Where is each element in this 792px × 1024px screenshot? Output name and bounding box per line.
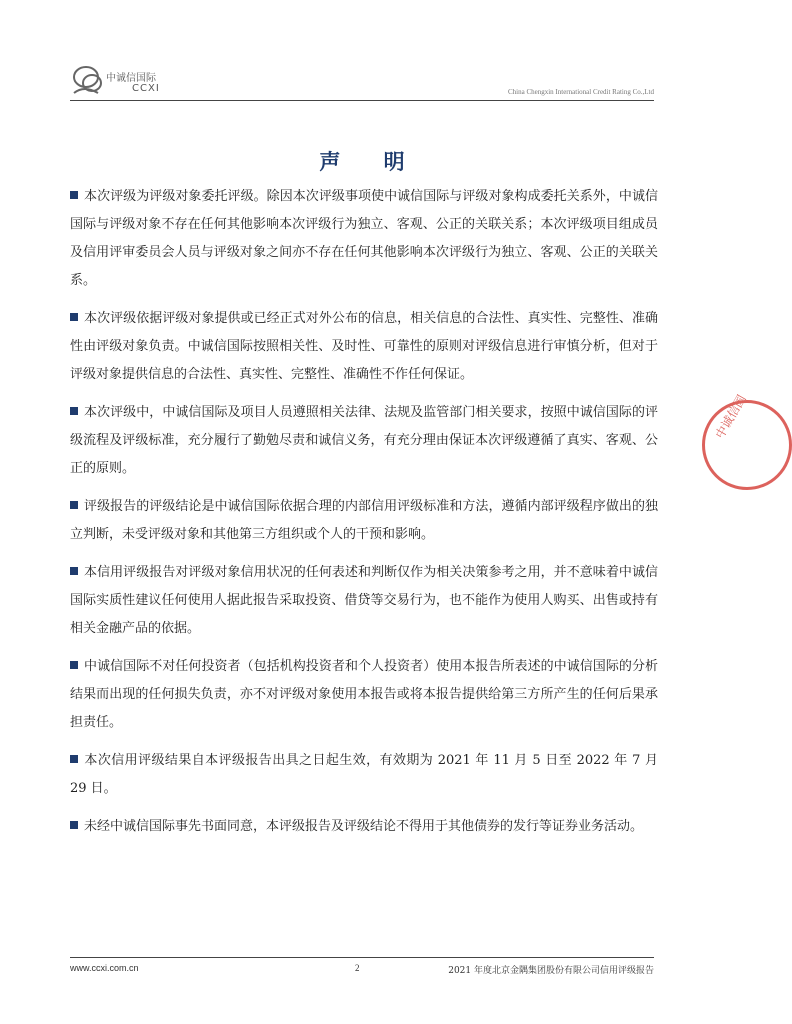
square-bullet-icon xyxy=(70,755,78,763)
ccxi-logo-icon xyxy=(70,63,110,101)
paragraph-text: 本信用评级报告对评级对象信用状况的任何表述和判断仅作为相关决策参考之用，并不意味着中诚信国际实质性建议任何使用人据此报告采取投资、借贷等交易行为，也不能作为使用人购买、出售或持有相关金融产品的依据。 xyxy=(70,565,658,636)
declaration-paragraph xyxy=(70,653,658,737)
footer-report-title: 2021 年度北京金隅集团股份有限公司信用评级报告 xyxy=(448,966,654,976)
paragraph-text: 本次评级依据评级对象提供或已经正式对外公布的信息，相关信息的合法性、真实性、完整性、准确性由评级对象负责。中诚信国际按照相关性、及时性、可靠性的原则对评级信息进行审慎分析，但对于评级对象提供信息的合法性、真实性、完整性、准确性不作任何保证。 xyxy=(70,311,658,382)
paragraph-text: 中诚信国际不对任何投资者（包括机构投资者和个人投资者）使用本报告所表述的中诚信国际的分析结果而出现的任何损失负责，亦不对评级对象使用本报告或将本报告提供给第三方所产生的任何后果承担责任。 xyxy=(70,659,658,730)
logo-cn-text: 中诚信国际 xyxy=(106,73,156,84)
paragraph-text: 本次信用评级结果自本评级报告出具之日起生效，有效期为 2021 年 11 月 5 日至 2022 年 7 月 29 日。 xyxy=(70,753,658,796)
paragraph-text: 本次评级中，中诚信国际及项目人员遵照相关法律、法规及监管部门相关要求，按照中诚信国际的评级流程及评级标准，充分履行了勤勉尽责和诚信义务，有充分理由保证本次评级遵循了真实、客观、公正的原则。 xyxy=(70,405,658,476)
footer-divider xyxy=(70,957,654,958)
company-seal xyxy=(702,392,792,490)
declaration-paragraph xyxy=(70,305,658,389)
square-bullet-icon xyxy=(70,501,78,509)
header-divider xyxy=(70,100,654,101)
seal-text: 中诚信国 xyxy=(712,392,749,441)
header-org-name: China Chengxin International Credit Rating Co.,Ltd xyxy=(507,88,654,96)
declaration-paragraph xyxy=(70,813,658,841)
page-title: 声 明 xyxy=(319,150,423,174)
paragraph-text: 评级报告的评级结论是中诚信国际依据合理的内部信用评级标准和方法，遵循内部评级程序做出的独立判断，未受评级对象和其他第三方组织或个人的干预和影响。 xyxy=(70,499,658,542)
declaration-paragraph xyxy=(70,747,658,803)
square-bullet-icon xyxy=(70,661,78,669)
page-number: 2 xyxy=(355,963,360,973)
declaration-body xyxy=(70,183,658,851)
logo-en-text: CCXI xyxy=(132,83,160,94)
paragraph-text: 本次评级为评级对象委托评级。除因本次评级事项使中诚信国际与评级对象构成委托关系外，中诚信国际与评级对象不存在任何其他影响本次评级行为独立、客观、公正的关联关系；本次评级项目组成员及信用评审委员会人员与评级对象之间亦不存在任何其他影响本次评级行为独立、客观、公正的关联关系。 xyxy=(70,189,658,288)
footer-website: www.ccxi.com.cn xyxy=(70,963,139,973)
square-bullet-icon xyxy=(70,407,78,415)
declaration-paragraph xyxy=(70,559,658,643)
declaration-paragraph xyxy=(70,399,658,483)
ccxi-logo xyxy=(70,63,174,101)
square-bullet-icon xyxy=(70,821,78,829)
square-bullet-icon xyxy=(70,567,78,575)
square-bullet-icon xyxy=(70,191,78,199)
paragraph-text: 未经中诚信国际事先书面同意，本评级报告及评级结论不得用于其他债券的发行等证券业务活动。 xyxy=(84,819,644,834)
declaration-paragraph xyxy=(70,183,658,295)
square-bullet-icon xyxy=(70,313,78,321)
declaration-paragraph xyxy=(70,493,658,549)
